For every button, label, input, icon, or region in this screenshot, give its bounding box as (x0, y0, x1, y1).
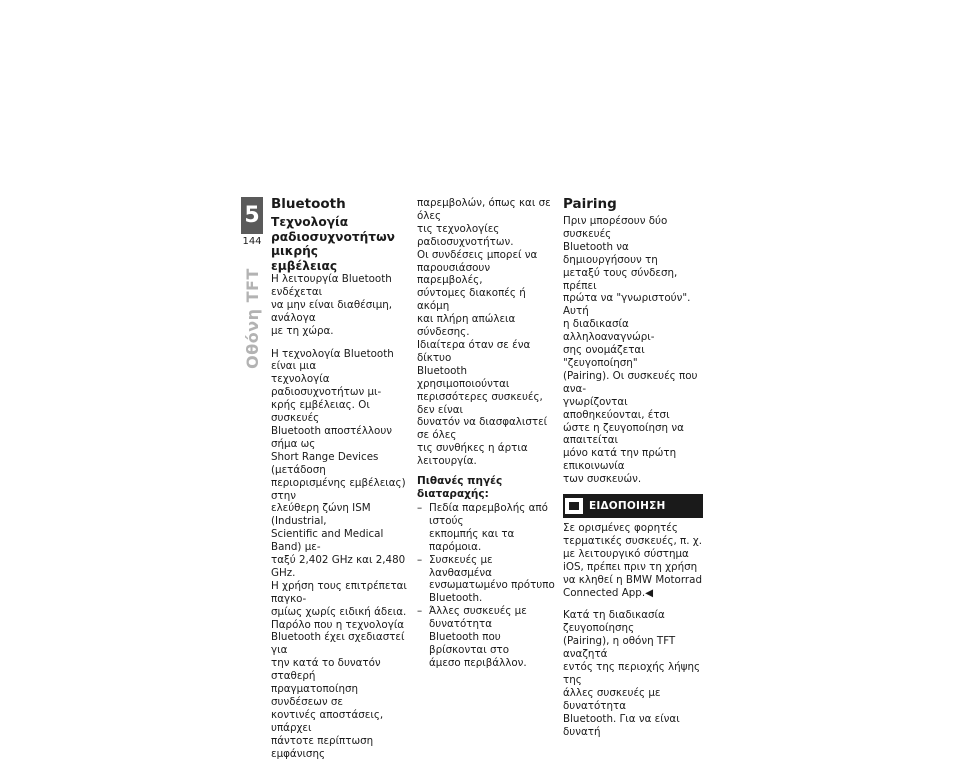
notice-banner (563, 494, 703, 518)
list-item: – Άλλες συσκευές με δυνατότητα Bluetooth που βρίσκονται στο άμεσο περιβάλλον. (417, 605, 555, 670)
notice-text: Σε ορισμένες φορητές τερματικές συσκευές, π. χ. με λειτουργικό σύστημα iOS, πρέπει πριν τη χρήση να κληθεί η BMW Motorrad Connected App.◀ (563, 522, 702, 599)
column-3 (563, 196, 703, 739)
paragraph-interference: παρεμβολών, όπως και σε όλες τις τεχνολογίες ραδιοσυχνοτήτων. Οι συνδέσεις μπορεί να παρουσιάσουν παρεμβολές, σύντομες διακοπές ή ακόμη και πλήρη απώλεια σύνδεσης. Ιδιαίτερα όταν σε ένα δίκτυο Bluetooth χρησιμοποιούνται περισσότερες συσκευές, δεν είναι δυνατόν να διασφαλιστεί σε όλες τις συνθήκες η άρτια λειτουργία. (417, 197, 551, 468)
section-heading-bluetooth: Bluetooth (271, 196, 346, 212)
paragraph-technology: Η τεχνολογία Bluetooth είναι μια τεχνολογία ραδιοσυχνοτήτων μι- κρής εμβέλειας. Οι συσκευές Bluetooth αποστέλλουν σήμα ως Short Range Devices (μετάδοση περιορισμένης εμβέλειας) στην ελεύθερη ζώνη ISM (Industrial, Scientific and Medical Band) με- ταξύ 2,402 GHz και 2,480 GHz. Η χρήση τους επιτρέπεται παγκο- σμίως χωρίς ειδική άδεια. Παρόλο που η τεχνολογία Bluetooth έχει σχεδιαστεί για την κατά το δυνατόν σταθερή πραγματοποίηση συνδέσεων σε κοντινές αποστάσεις, υπάρχει πάντοτε περίπτωση εμφάνισης (271, 347, 407, 760)
list-item: – Συσκευές με λανθασμένα ενσωματωμένο πρότυπο Bluetooth. (417, 554, 555, 606)
chapter-number-tab: 5 (241, 197, 263, 234)
notice-icon (565, 498, 583, 514)
subheading-short-range-tech: Τεχνολογία ραδιοσυχνοτήτων μικρής εμβέλειας (271, 215, 395, 273)
page-number: 144 (242, 236, 262, 247)
chapter-title-text: Οθόνη TFT (242, 267, 262, 369)
paragraph-pairing: Πριν μπορέσουν δύο συσκευές Bluetooth να δημιουργήσουν τη μεταξύ τους σύνδεση, πρέπει πρώτα να "γνωριστούν". Αυτή η διαδικασία αλληλοαναγνώρι- σης ονομάζεται "ζευγοποίηση" (Pairing). Οι συσκευές που ανα- γνωρίζονται αποθηκεύονται, έτσι ώστε η ζευγοποίηση να απαιτείται μόνο κατά την πρώτη επικοινωνία των συσκευών. (563, 215, 698, 486)
section-heading-pairing: Pairing (563, 196, 617, 212)
heading-interference-sources: Πιθανές πηγές διαταραχής: (417, 475, 503, 501)
notice-label: ΕΙΔΟΠΟΙΗΣΗ (589, 499, 666, 512)
column-2 (417, 197, 555, 670)
chapter-title-vertical (237, 258, 267, 378)
paragraph-pairing-search: Κατά τη διαδικασία ζευγοποίησης (Pairing), η οθόνη TFT αναζητά εντός της περιοχής λήψης της άλλες συσκευές με δυνατότητα Bluetooth. Για να είναι δυνατή (563, 609, 701, 738)
interference-sources-list (417, 502, 555, 670)
list-item: – Πεδία παρεμβολής από ιστούς εκπομπής και τα παρόμοια. (417, 502, 555, 554)
column-1 (271, 196, 409, 761)
paragraph-availability: Η λειτουργία Bluetooth ενδέχεται να μην είναι διαθέσιμη, ανάλογα με τη χώρα. (271, 273, 393, 337)
